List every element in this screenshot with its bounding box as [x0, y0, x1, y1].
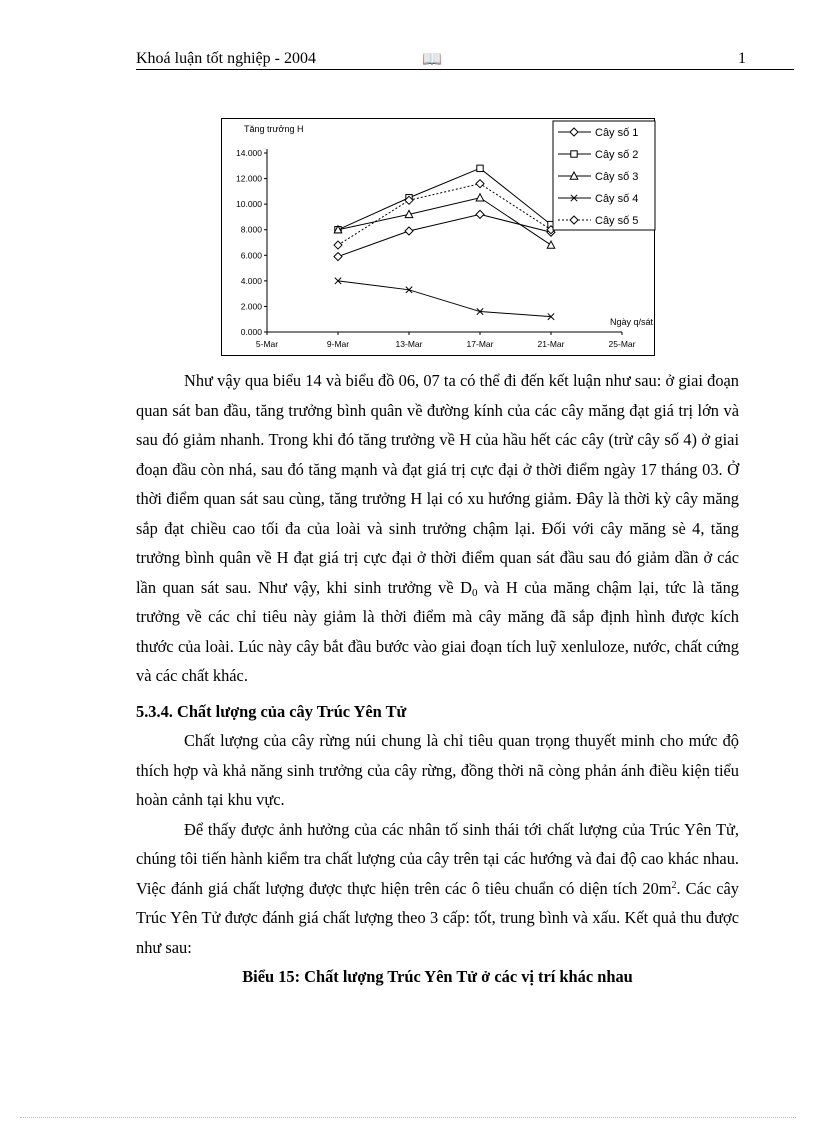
legend-label: Cây số 1 — [595, 127, 639, 139]
legend-label: Cây số 2 — [595, 149, 639, 161]
legend-label: Cây số 3 — [595, 171, 639, 183]
page-header — [136, 49, 794, 70]
series-line — [338, 281, 551, 317]
data-point — [405, 227, 413, 235]
chart-svg — [222, 119, 656, 357]
series-line — [338, 214, 551, 256]
series-line — [338, 184, 551, 245]
y-tick-label: 8.000 — [240, 224, 262, 235]
x-tick-label: 17-Mar — [466, 339, 494, 349]
section-heading: 5.3.4. Chất lượng của cây Trúc Yên Tử — [136, 701, 407, 721]
x-tick-label: 13-Mar — [395, 339, 423, 349]
x-tick-label: 5-Mar — [255, 339, 279, 349]
series-line — [338, 168, 551, 229]
data-point — [334, 253, 342, 261]
data-point — [476, 194, 484, 201]
footer-divider — [20, 1117, 796, 1118]
legend-marker — [571, 151, 577, 157]
page-number: 1 — [738, 50, 746, 67]
x-axis-label: Ngày q/sát — [609, 317, 653, 327]
d0-subscript: 0 — [471, 586, 478, 599]
y-tick-label: 12.000 — [236, 173, 262, 184]
paragraph-3-end: . Các cây Trúc Yên Tử được đánh giá chất lượng theo 3 cấp: tốt, trung bình và xấu. Kết quả thu được như sau: — [136, 878, 739, 957]
y-tick-label: 2.000 — [240, 301, 262, 312]
y-tick-label: 4.000 — [240, 275, 262, 286]
x-tick-label: 25-Mar — [608, 339, 636, 349]
legend-label: Cây số 5 — [595, 215, 639, 227]
header-title: Khoá luận tốt nghiệp - 2004 — [136, 50, 316, 67]
paragraph-3 — [136, 815, 739, 963]
y-tick-label: 6.000 — [240, 250, 262, 261]
paragraph-3-text: Để thấy được ảnh hưởng của các nhân tố sinh thái tới chất lượng của Trúc Yên Tử, chúng tôi tiến hành kiểm tra chất lượng của cây trên tại các hướng và đai độ cao khác nhau. Việc đánh giá chất lượng được thực hiện trên các ô tiêu chuẩn có diện tích 20m — [136, 819, 739, 898]
data-point — [334, 241, 342, 249]
m2-superscript: 2 — [671, 879, 677, 891]
body-text — [136, 366, 739, 992]
y-axis-label: Tăng trưởng H — [244, 124, 304, 134]
y-tick-label: 0.000 — [240, 327, 262, 337]
y-tick-label: 10.000 — [236, 199, 262, 210]
growth-chart — [221, 118, 655, 356]
paragraph-1-text: Như vậy qua biểu 14 và biểu đồ 06, 07 ta có thể đi đến kết luận như sau: ở giai đoạn quan sát ban đầu, tăng trưởng bình quân về đường kính của các cây măng đạt giá trị lớn và sau đó giảm nhanh. Trong khi đó tăng trưởng về H của hầu hết các cây (trừ cây số 4) ở giai đoạn đầu còn nhá, sau đó tăng mạnh và đạt giá trị cực đại ở thời điểm ngày 17 tháng 03. Ở thời điểm quan sát sau cùng, tăng trưởng H lại có xu hướng giảm. Đây là thời kỳ cây măng sắp đạt chiều cao tối đa của loài và sinh trưởng chậm lại. Đối với cây măng sè 4, tăng trưởng bình quân về H đạt giá trị cực đại ở thời điểm quan sát đầu sau đó giảm dần ở các lần quan sát sau. Như vậy, khi sinh trưởng về D — [136, 371, 739, 597]
paragraph-2: Chất lượng của cây rừng núi chung là chỉ tiêu quan trọng thuyết minh cho mức độ thích hợp và khả năng sinh trưởng của cây rừng, đồng thời nã còng phản ánh điều kiện tiểu hoàn cảnh tại khu vực. — [136, 731, 739, 809]
data-point — [476, 210, 484, 218]
book-icon: 📖 — [422, 51, 442, 68]
paragraph-1 — [136, 366, 739, 691]
legend-label: Cây số 4 — [595, 193, 639, 205]
x-tick-label: 9-Mar — [326, 339, 350, 349]
series-line — [338, 198, 551, 245]
data-point — [477, 165, 483, 171]
y-tick-label: 14.000 — [236, 148, 262, 158]
data-point — [476, 180, 484, 188]
paragraph-1-end: và H của măng chậm lại, tức là tăng trưởng về các chỉ tiêu này giảm là thời điểm mà cây măng đã sắp định hình được kích thước của loài. Lúc này cây bắt đầu bước vào giai đoạn tích luỹ xenluloze, nước, chất cứng và các chất khác. — [136, 577, 739, 685]
data-point — [547, 241, 555, 248]
x-tick-label: 21-Mar — [537, 339, 565, 349]
table-caption: Biểu 15: Chất lượng Trúc Yên Tử ở các vị trí khác nhau — [242, 967, 633, 986]
